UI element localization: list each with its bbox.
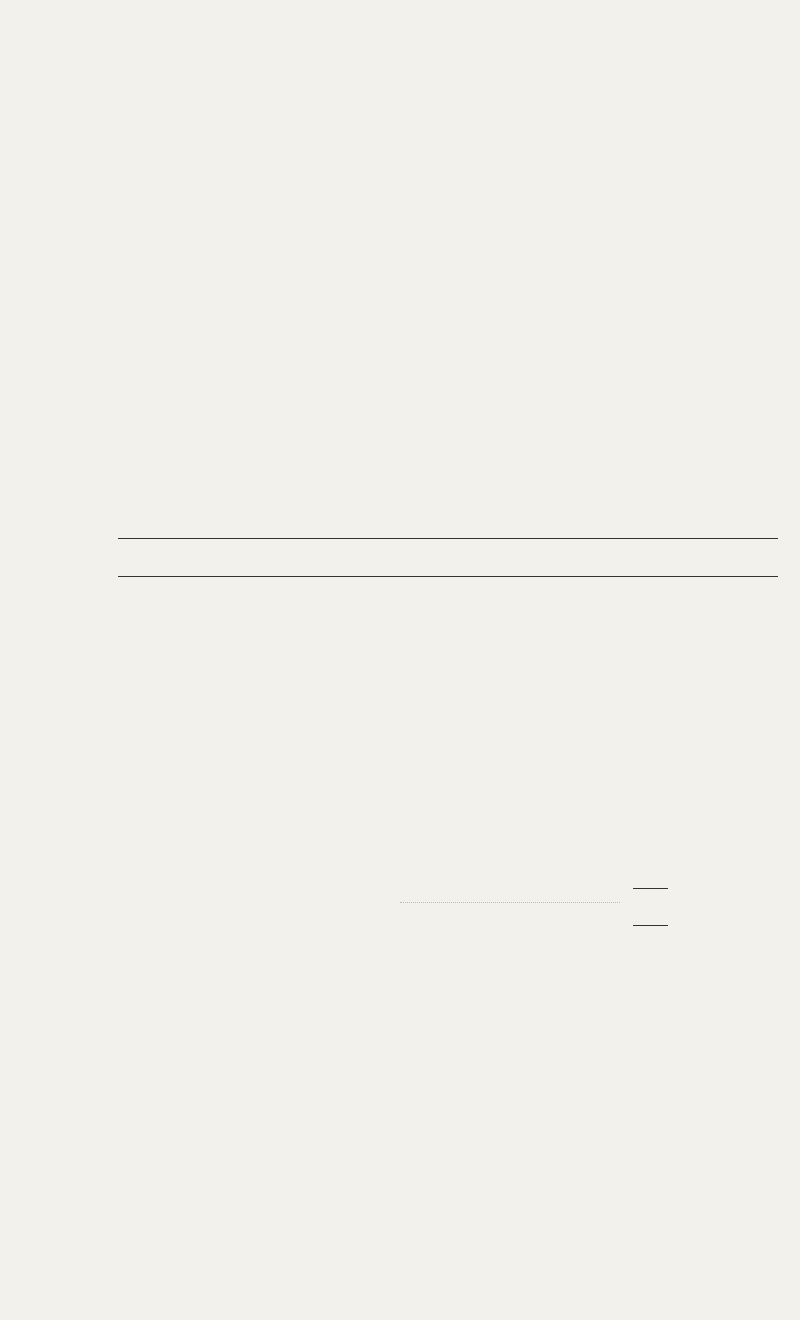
table-rule-bottom	[118, 576, 778, 577]
paragraph-conversion-rate	[58, 1040, 758, 1069]
paragraph-additional-closet	[58, 948, 758, 977]
conversion-rule-bottom	[633, 925, 668, 926]
leader-dots	[400, 902, 620, 903]
table-total-row	[0, 540, 800, 566]
conversion-total-row	[0, 888, 800, 914]
table-rule-top	[118, 538, 778, 539]
intro-paragraph	[58, 634, 758, 663]
